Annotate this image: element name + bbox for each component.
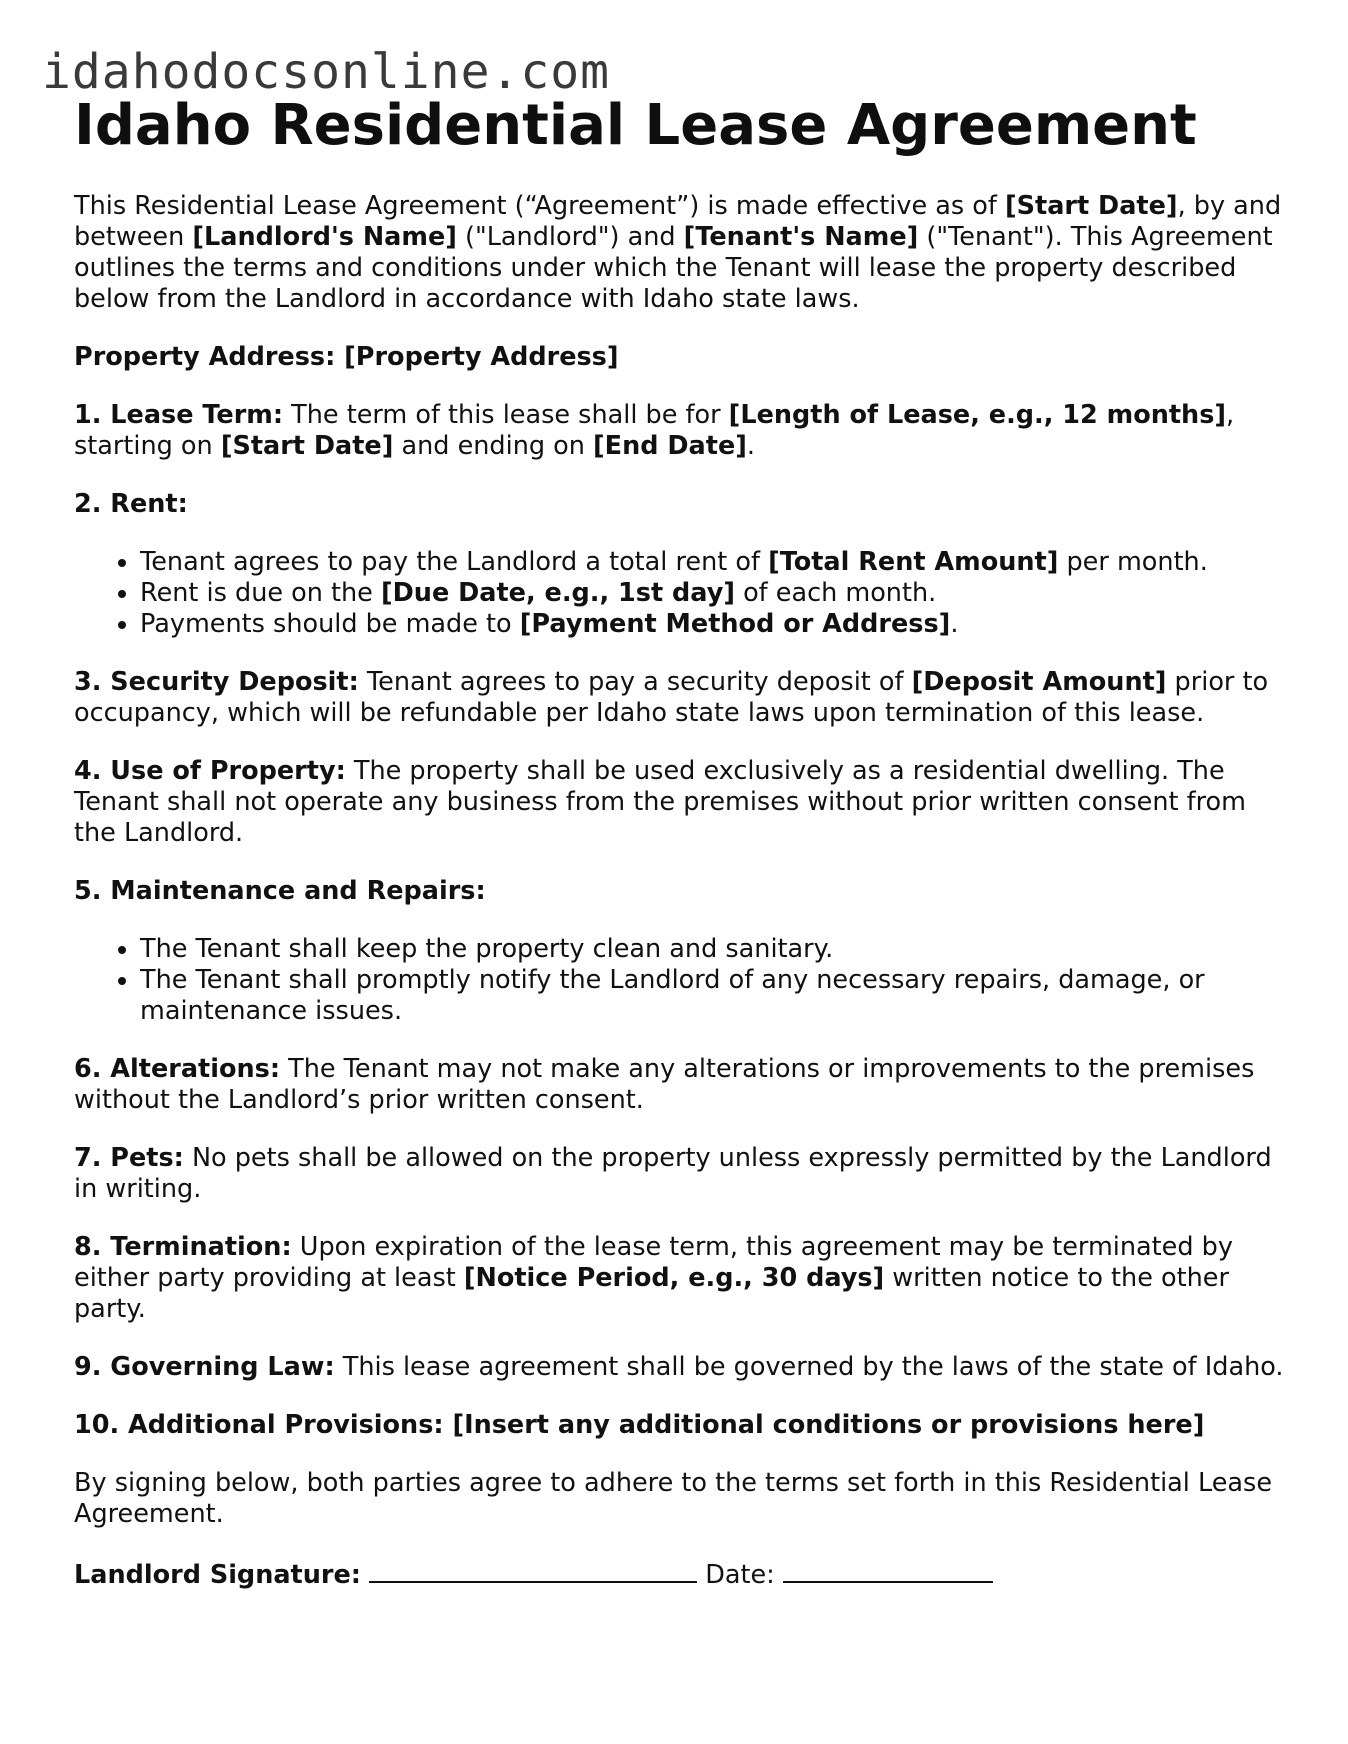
page-title: Idaho Residential Lease Agreement [74, 93, 1197, 158]
tenant-name-placeholder: [Tenant's Name] [683, 222, 919, 252]
list-item: • The Tenant shall keep the property clean and sanitary. [140, 934, 1284, 965]
list-text: Tenant agrees to pay the Landlord a total rent of [140, 547, 769, 577]
landlord-signature-label: Landlord Signature: [74, 1560, 361, 1590]
list-item [140, 547, 1284, 578]
section-heading: 10. Additional Provisions: [Insert any additional conditions or provisions here] [74, 1410, 1205, 1440]
deposit-amount-placeholder: [Deposit Amount] [911, 667, 1167, 697]
rent-amount-placeholder: [Total Rent Amount] [768, 547, 1059, 577]
section-text: Tenant agrees to pay a security deposit of [358, 667, 912, 697]
intro-text-1: This Residential Lease Agreement (“Agreement”) is made effective as of [74, 191, 1005, 221]
document-body [74, 92, 1284, 1591]
list-text: of each month. [734, 578, 937, 608]
section-governing-law [74, 1352, 1284, 1383]
section-text: and ending on [393, 431, 594, 461]
payment-method-placeholder: [Payment Method or Address] [519, 609, 951, 639]
start-date-placeholder: [Start Date] [1004, 191, 1178, 221]
lease-end-placeholder: [End Date] [593, 431, 747, 461]
section-heading: 7. Pets: [74, 1143, 184, 1173]
date-label: Date: [705, 1560, 775, 1590]
section-heading: 5. Maintenance and Repairs: [74, 876, 486, 906]
landlord-signature-line[interactable] [369, 1557, 697, 1583]
section-termination [74, 1232, 1284, 1325]
list-text: Payments should be made to [140, 609, 520, 639]
section-text: prior to occupancy, which will be refundable per Idaho state laws upon termination of this lease. [74, 667, 1269, 728]
intro-text-4: ("Tenant"). This Agreement outlines the terms and conditions under which the Tenant will lease the property described below from the Landlord in accordance with Idaho state laws. [74, 222, 1273, 314]
intro-text-2: , by and between [74, 191, 1282, 252]
section-text: , starting on [74, 400, 1235, 461]
section-text: No pets shall be allowed on the property unless expressly permitted by the Landlord in writing. [74, 1143, 1272, 1204]
section-heading: 2. Rent: [74, 489, 188, 519]
lease-start-placeholder: [Start Date] [220, 431, 394, 461]
section-security-deposit [74, 667, 1284, 729]
landlord-name-placeholder: [Landlord's Name] [192, 222, 457, 252]
watermark: idahodocsonline.com [42, 44, 611, 100]
section-text: The property shall be used exclusively as a residential dwelling. The Tenant shall not operate any business from the premises without prior written consent from the Landlord. [74, 756, 1246, 848]
section-rent [74, 489, 1284, 520]
section-maintenance [74, 876, 1284, 907]
list-text: per month. [1058, 547, 1208, 577]
intro-paragraph [74, 191, 1284, 315]
list-text: Rent is due on the [140, 578, 381, 608]
maintenance-list [74, 934, 1284, 1027]
rent-list [74, 547, 1284, 640]
section-heading: 3. Security Deposit: [74, 667, 359, 697]
lease-length-placeholder: [Length of Lease, e.g., 12 months] [728, 400, 1227, 430]
date-line[interactable] [783, 1557, 993, 1583]
section-alterations [74, 1054, 1284, 1116]
list-text: . [950, 609, 959, 639]
section-text: The term of this lease shall be for [283, 400, 729, 430]
section-text: This lease agreement shall be governed by the laws of the state of Idaho. [334, 1352, 1284, 1382]
section-additional-provisions [74, 1410, 1284, 1441]
property-address-label: Property Address: [Property Address] [74, 342, 619, 372]
section-heading: 4. Use of Property: [74, 756, 346, 786]
list-item [140, 578, 1284, 609]
notice-period-placeholder: [Notice Period, e.g., 30 days] [463, 1263, 885, 1293]
list-item [140, 609, 1284, 640]
list-item: • The Tenant shall promptly notify the Landlord of any necessary repairs, damage, or maintenance issues. [140, 965, 1284, 1027]
closing-paragraph: By signing below, both parties agree to adhere to the terms set forth in this Residential Lease Agreement. [74, 1468, 1273, 1529]
section-text: Upon expiration of the lease term, this agreement may be terminated by either party providing at least [74, 1232, 1233, 1293]
section-use-of-property [74, 756, 1284, 849]
section-heading: 8. Termination: [74, 1232, 292, 1262]
section-text: written notice to the other party. [74, 1263, 1229, 1324]
intro-text-3: ("Landlord") and [456, 222, 684, 252]
property-address [74, 342, 1284, 373]
due-date-placeholder: [Due Date, e.g., 1st day] [380, 578, 735, 608]
section-pets [74, 1143, 1284, 1205]
section-heading: 9. Governing Law: [74, 1352, 335, 1382]
section-heading: 6. Alterations: [74, 1054, 281, 1084]
signature-row [74, 1557, 1284, 1591]
section-text: . [746, 431, 756, 461]
section-lease-term [74, 400, 1284, 462]
section-heading: 1. Lease Term: [74, 400, 284, 430]
section-text: The Tenant may not make any alterations or improvements to the premises without the Landlord’s prior written consent. [74, 1054, 1255, 1115]
